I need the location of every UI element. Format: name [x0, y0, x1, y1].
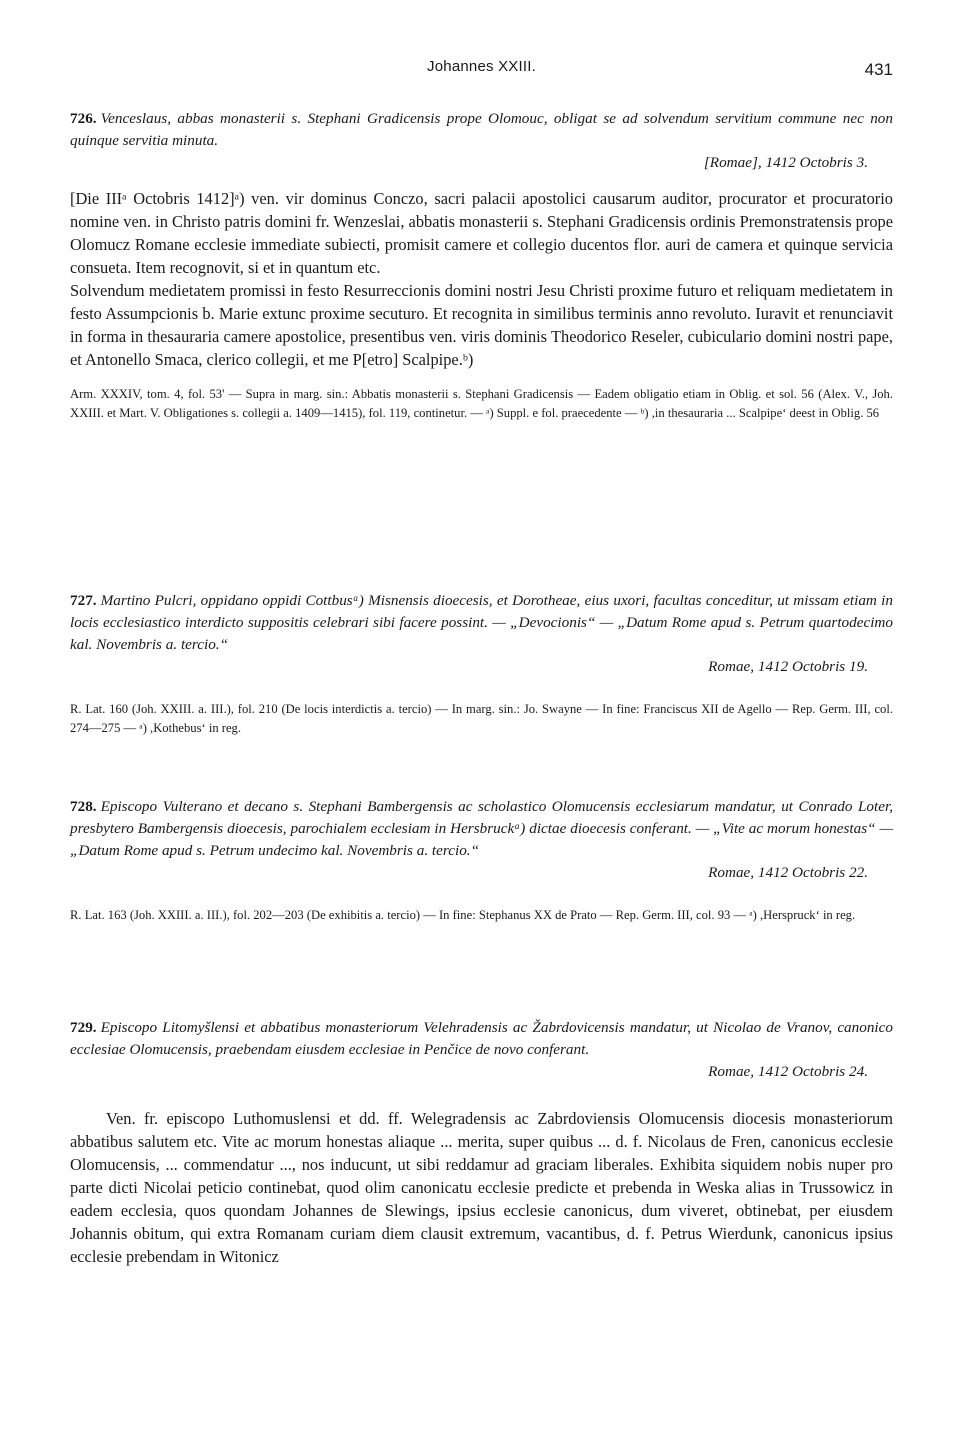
entry-body: [70, 1107, 893, 1268]
entry-regest: [70, 1017, 893, 1061]
running-title: Johannes XXIII.: [427, 58, 536, 75]
entry-726: [70, 108, 893, 423]
body-paragraph: [Die IIIᵃ Octobris 1412]ᵃ) ven. vir dominus Conczo, sacri palacii apostolici causarum auditor, procurator et procuratorio nomine ven. in Christo patris domini fr. Wenzeslai, abbatis monasterii s. Stephani Gradicensis ordinis Premonstratensis prope Olomucz Romane ecclesie immediate subiecti, promisit camere et collegio ducentos flor. auri de camera et quinque servicia consueta. Item recognovit, si et in quantum etc.: [70, 189, 893, 277]
entry-number: 726.: [70, 110, 97, 127]
entry-apparatus: [70, 700, 893, 738]
regest-text: Martino Pulcri, oppidano oppidi Cottbusᵃ) Misnensis dioecesis, et Dorotheae, eius uxori, facultas conceditur, ut missam etiam in locis ecclesiastico interdicto suppositis celebrari sibi facere possint. — „Devocionis“ — „Datum Rome apud s. Petrum quartodecimo kal. Novembris a. tercio.“: [70, 592, 893, 653]
page-number: 431: [864, 60, 893, 79]
entry-dateline: Romae, 1412 Octobris 19.: [708, 658, 868, 675]
body-paragraph: Solvendum medietatem promissi in festo Resurreccionis domini nostri Jesu Christi proxime futuro et reliquam medietatem in festo Assumpcionis b. Marie extunc proxime secuturo. Et recognita in similibus terminis anno revoluto. Iuravit et renunciavit in forma in thesauraria camere apostolice, presentibus ven. viris dominis Theodorico Reseler, cubiculario domini nostri pape, et Antonello Smaca, clerico collegii, et me P[etro] Scalpipe.ᵇ): [70, 281, 893, 369]
apparatus-text: R. Lat. 160 (Joh. XXIII. a. III.), fol. 210 (De locis interdictis a. tercio) — In marg. sin.: Jo. Swayne — In fine: Franciscus XII de Agello — Rep. Germ. III, col. 274—275 — ᵃ) ,Kothebus‘ in reg.: [70, 702, 893, 735]
entry-number: 727.: [70, 592, 97, 609]
entry-regest: [70, 108, 893, 152]
entry-dateline: Romae, 1412 Octobris 22.: [708, 864, 868, 881]
entry-729: [70, 1017, 893, 1268]
entry-728: [70, 796, 893, 925]
running-head: [70, 58, 893, 82]
regest-text: Venceslaus, abbas monasterii s. Stephani Gradicensis prope Olomouc, obligat se ad solvendum servitium commune nec non quinque servitia minuta.: [70, 110, 893, 149]
regest-text: Episcopo Vulterano et decano s. Stephani Bambergensis ac scholastico Olomucensis ecclesiarum mandatur, ut Conrado Loter, presbytero Bambergensis dioecesis, parochialem ecclesiam in Hersbruckᵃ) dictae dioecesis conferant. — „Vite ac morum honestas“ — „Datum Rome apud s. Petrum undecimo kal. Novembris a. tercio.“: [70, 798, 893, 859]
body-paragraph: Ven. fr. episcopo Luthomuslensi et dd. ff. Welegradensis ac Zabrdoviensis Olomucensis diocesis monasteriorum abbatibus salutem etc. Vite ac morum honestas aliaque ... merita, super quibus ... d. f. Nicolaus de Fren, canonicus ecclesie Olomucensis, ... commendatur ..., nos inducunt, ut sibi reddamur ad graciam liberales. Exhibita siquidem nobis nuper pro parte dicti Nicolai peticio continebat, quod olim canonicatu ecclesie predicte et prebenda in Weska alias in Trussowicz in eadem ecclesia, quos quondam Johannes de Slewings, ipsius ecclesie canonicus, dum viveret, obtinebat, per eiusdem Johannis obitum, qui extra Romanam curiam diem clausit extremum, vacantibus, d. f. Petrus Wierdunk, canonicus ipsius ecclesie prebendam in Witonicz: [70, 1109, 893, 1266]
apparatus-text: Arm. XXXIV, tom. 4, fol. 53' — Supra in marg. sin.: Abbatis monasterii s. Stephani Gradicensis — Eadem obligatio etiam in Oblig. et sol. 56 (Alex. V., Joh. XXIII. et Mart. V. Obligationes s. collegii a. 1409—1415), fol. 119, continetur. — ᵃ) Suppl. e fol. praecedente — ᵇ) ,in thesauraria ... Scalpipe‘ deest in Oblig. 56: [70, 387, 893, 420]
entry-number: 729.: [70, 1019, 97, 1036]
entry-regest: [70, 796, 893, 862]
apparatus-text: R. Lat. 163 (Joh. XXIII. a. III.), fol. 202—203 (De exhibitis a. tercio) — In fine: Stephanus XX de Prato — Rep. Germ. III, col. 93 — ᵃ) ,Herspruck‘ in reg.: [70, 908, 856, 922]
entry-body: [70, 187, 893, 371]
entry-dateline: [Romae], 1412 Octobris 3.: [703, 154, 868, 171]
entry-dateline: Romae, 1412 Octobris 24.: [708, 1063, 868, 1080]
entry-number: 728.: [70, 798, 97, 815]
entry-apparatus: [70, 906, 893, 925]
entry-727: [70, 590, 893, 738]
entry-regest: [70, 590, 893, 656]
regest-text: Episcopo Litomyšlensi et abbatibus monasteriorum Velehradensis ac Žabrdovicensis mandatur, ut Nicolao de Vranov, canonico ecclesiae Olomucensis, praebendam eiusdem ecclesiae in Penčice de novo conferant.: [70, 1019, 893, 1058]
entry-apparatus: [70, 385, 893, 423]
